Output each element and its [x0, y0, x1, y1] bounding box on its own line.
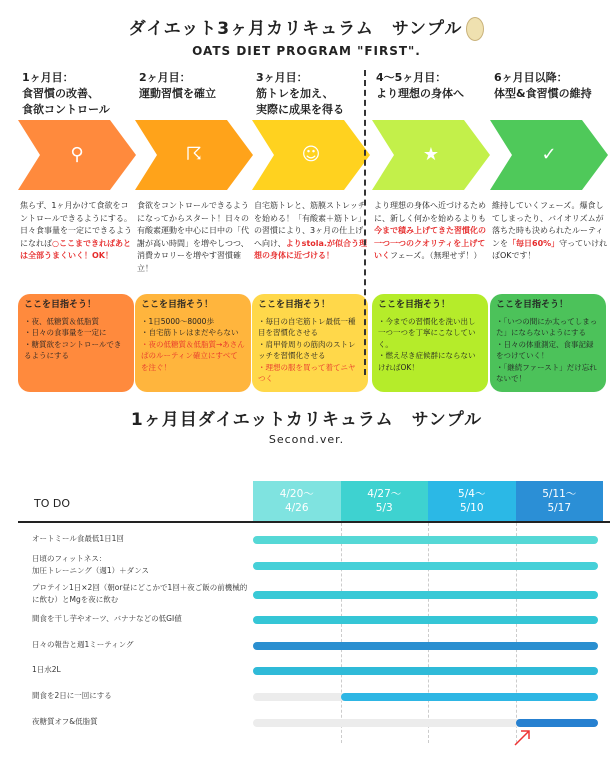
task-label: 間食を干し芋やオーツ、バナナなどの低GI値 [32, 614, 182, 623]
page-title [0, 14, 613, 41]
goal-title: ここを目指そう！ [141, 300, 214, 310]
phase-column [18, 70, 138, 392]
task-bar [253, 536, 598, 544]
phase-description: 食欲をコントロールできるようになってからスタート！日々の有酸素運動を中心に日中の「代謝が高い時間」を増やしつつ、消費カロリーを増やす習慣確立！ [137, 201, 249, 273]
goal-title: ここを目指そう！ [24, 300, 97, 310]
phase-divider [364, 70, 366, 375]
goal-text: ・夜、低糖質＆低脂質 ・日々の食事量を一定に ・糖質欲をコントロールできるようにする [24, 316, 122, 360]
phase-title: 4〜5ヶ月目： より理想の身体へ [376, 71, 464, 100]
phase-chevron [372, 120, 490, 190]
task-label: オートミール食最低1日1回 [32, 534, 124, 543]
goal-title: ここを目指そう！ [258, 300, 331, 310]
phase-chevron [135, 120, 253, 190]
phase-column [252, 70, 372, 392]
task-bar [341, 693, 599, 701]
week-header: 4/27〜 5/3 [341, 481, 429, 521]
goal-text: ・「いつの間にか太ってしまった」にならないようにする ・日々の体重測定、食事記録をつけていく！ ・「継続ファースト」だけ忘れないで！ [496, 316, 598, 383]
week-gridline [516, 523, 517, 743]
header-baseline [18, 521, 610, 523]
phase-description: 維持していくフェーズ。爆食してしまったり、バイオリズムが落ちた時も決められたルーティンを「毎日60%」守っていければOKです！ [492, 201, 608, 260]
stairs-star-icon: ★ [422, 144, 440, 165]
task-label: 間食を2日に一回にする [32, 691, 112, 700]
phase-description: より理想の身体へ近づけるために、新しく何かを始めるよりも今まで積み上げてきた習慣化の一つ一つのクオリティを上げていくフェーズ。（無理せず！） [374, 201, 486, 260]
task-label: プロテイン1日×2回（朝or昼にどこかで1回＋夜ご飯の前機械的に飲む）とMgを夜に飲む [32, 583, 248, 604]
week-header: 5/4〜 5/10 [428, 481, 516, 521]
goal-text: ・今までの習慣化を洗い出し一つ一つを丁寧にこなしていく。 ・燃え尽き症候群にならないければOK！ [378, 316, 476, 372]
week-gridline [428, 523, 429, 743]
goal-highlight: ・夜の低糖質＆低脂質→あさんぱのルーティン確立にすべてを注ぐ！ [141, 339, 245, 372]
goal-title: ここを目指そう！ [496, 300, 569, 310]
task-bar [253, 591, 598, 599]
week-header: 5/11〜 5/17 [516, 481, 604, 521]
phase-title: 3ヶ月目： 筋トレを加え、 実際に成果を得る [256, 71, 344, 116]
schedule-title: 1ヶ月目ダイエットカリキュラム サンプル [130, 410, 483, 430]
page-subtitle: OATS DIET PROGRAM "FIRST". [192, 44, 421, 58]
goal-box [490, 294, 606, 392]
phase-column [372, 70, 492, 392]
fork-knife-icon: ⚲ [70, 144, 84, 165]
oat-icon [466, 17, 484, 41]
goal-box [18, 294, 134, 392]
phase-chevron [18, 120, 136, 190]
phase-chevron [490, 120, 608, 190]
task-bar [253, 642, 598, 650]
phase-column [490, 70, 610, 392]
phase-description: 自宅筋トレと、筋膜ストレッチを始める！「有酸素＋筋トレ」の習慣により、3ヶ月の仕上げへ向け、よりstola.が似合う理想の身体に近づける！ [254, 201, 367, 260]
week-gridline [341, 523, 342, 743]
goal-text: ・毎日の自宅筋トレ最低一種目を習慣化させる ・肩甲骨周りの筋肉のストレッチを習慣化させる [258, 316, 356, 360]
goal-highlight: ・理想の服を買って着てニヤつく [258, 362, 356, 383]
shield-check-icon: ✓ [541, 144, 557, 165]
flexing-person-icon: ☺ [301, 144, 321, 165]
task-bar [253, 562, 598, 570]
goal-title: ここを目指そう！ [378, 300, 451, 310]
phase-title: 2ヶ月目： 運動習慣を確立 [139, 71, 216, 100]
goal-text: ・1日5000〜8000歩 ・自宅筋トレはまだやらない [141, 316, 239, 337]
task-label: 夜糖質オフ&低脂質 [32, 717, 98, 726]
schedule-subtitle: Second.ver. [268, 433, 345, 446]
phase-column [135, 70, 255, 392]
goal-box [252, 294, 368, 392]
task-label: 1日水2L [32, 665, 61, 674]
phase-title: 6ヶ月目以降： 体型&食習慣の維持 [494, 71, 592, 100]
page-title-text: ダイエット3ヶ月カリキュラム サンプル [128, 19, 463, 39]
phase-description: 焦らず、1ヶ月かけて食欲をコントロールできるようにする。日々食事量を一定にできるようになれば○ここまできればあとは全部うまくいく！OK！ [20, 201, 132, 260]
goal-box [372, 294, 488, 392]
phase-title: 1ヶ月目： 食習慣の改善、 食欲コントロール [22, 71, 110, 116]
task-label: 日々の報告と週1ミーティング [32, 640, 134, 649]
task-bar [253, 667, 598, 675]
goal-box [135, 294, 251, 392]
task-label: 日頃のフィットネス： 加圧トレーニング（週1）＋ダンス [32, 554, 149, 575]
week-header: 4/20〜 4/26 [253, 481, 341, 521]
runner-icon: ☈ [185, 144, 203, 165]
arrow-icon [512, 726, 534, 748]
phase-chevron [252, 120, 370, 190]
todo-label: TO DO [34, 497, 71, 510]
task-bar [253, 616, 598, 624]
